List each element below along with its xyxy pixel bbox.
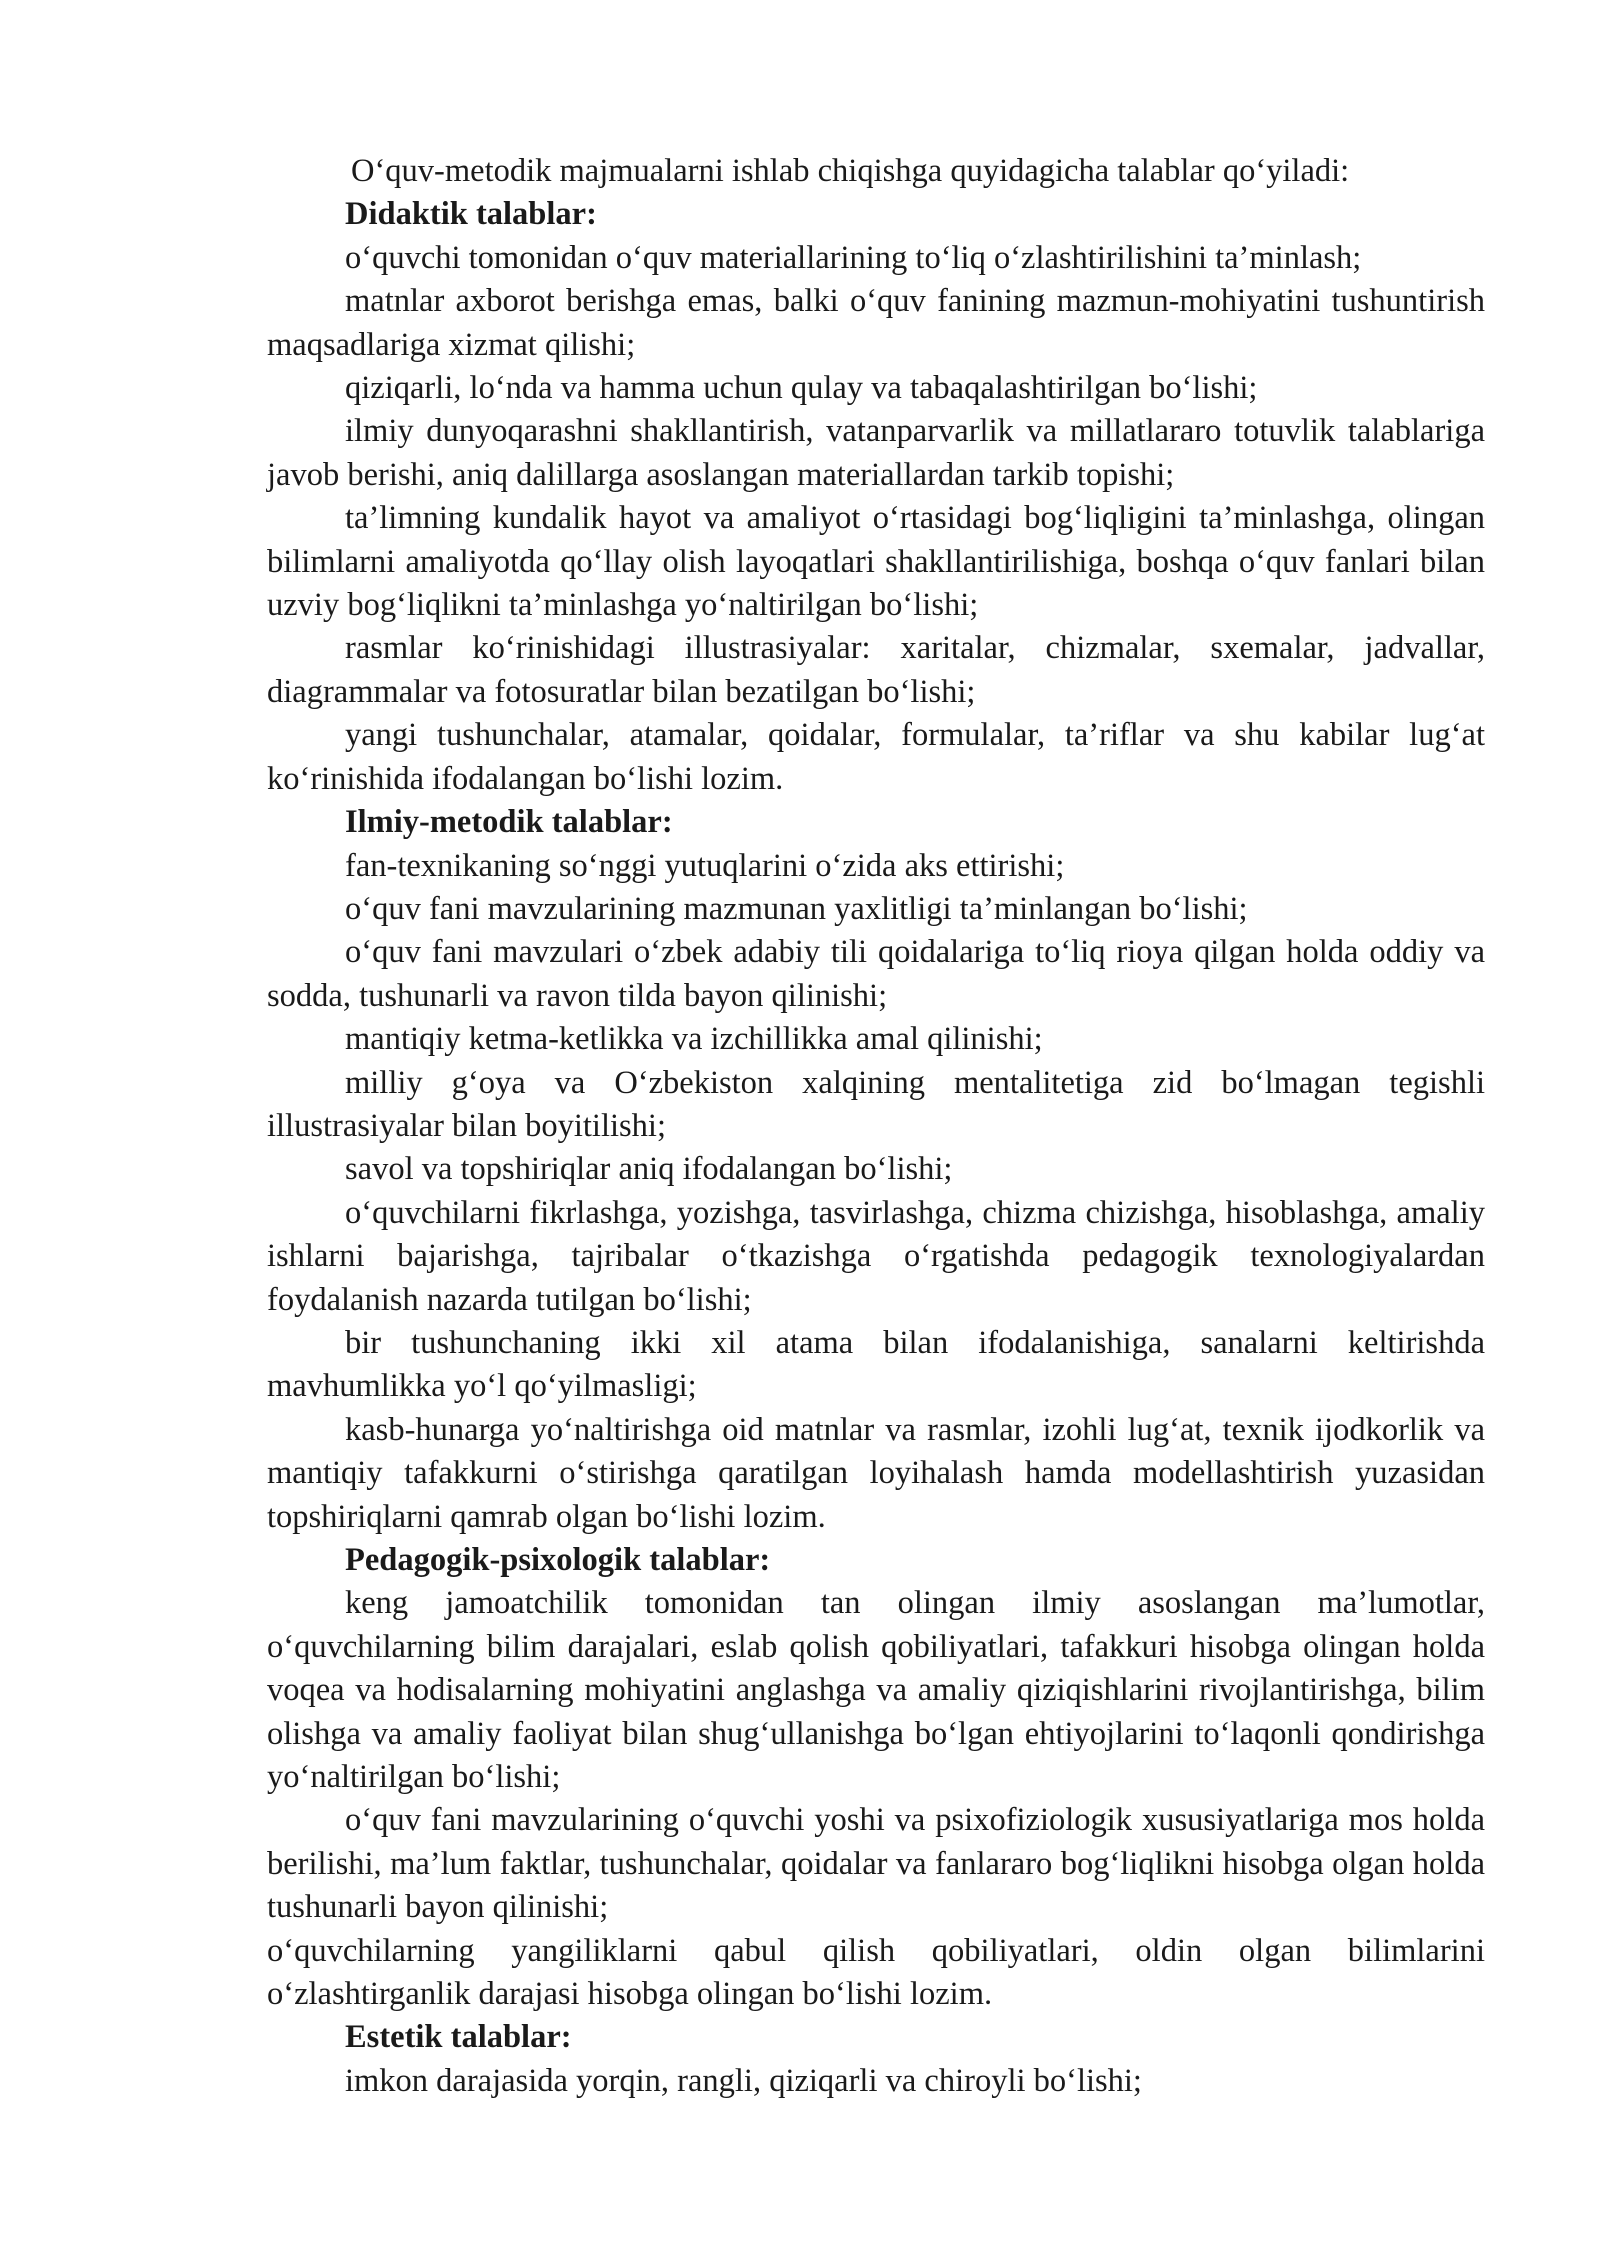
paragraph: qiziqarli, loʻnda va hamma uchun qulay va tabaqalashtirilgan boʻlishi;: [345, 370, 1258, 407]
paragraph: ta’limning kundalik hayot va amaliyot oʻrtasidagi bogʻliqligini ta’minlashga, olingan bilimlarni amaliyotda qoʻllay olish layoqatlari shakllantirilishiga, boshqa oʻquv fanlari bilan uzviy bogʻliqlikni ta’minlashga yoʻnaltirilgan boʻlishi;: [267, 500, 1485, 624]
paragraph: bir tushunchaning ikki xil atama bilan ifodalanishiga, sanalarni keltirishda mavhumlikka yoʻl qoʻyilmasligi;: [267, 1324, 1485, 1405]
paragraph: savol va topshiriqlar aniq ifodalangan boʻlishi;: [345, 1151, 953, 1188]
paragraph: oʻquv fani mavzulari oʻzbek adabiy tili qoidalariga toʻliq rioya qilgan holda oddiy va sodda, tushunarli va ravon tilda bayon qilinishi;: [267, 934, 1485, 1014]
paragraph: oʻquvchilarni fikrlashga, yozishga, tasvirlashga, chizma chizishga, hisoblashga, amaliy ishlarni bajarishga, tajribalar oʻtkazishga oʻrgatishda pedagogik texnologiyalardan foydalanish nazarda tutilgan boʻlishi;: [267, 1194, 1485, 1318]
section-heading-pedagogical-psychological: Pedagogik-psixologik talablar:: [345, 1542, 771, 1578]
paragraph: oʻquvchilarning yangiliklarni qabul qilish qobiliyatlari, oldin olgan bilimlarini oʻzlashtirganlik darajasi hisobga olingan boʻlishi lozim.: [267, 1932, 1485, 2013]
paragraph: milliy gʻoya va Oʻzbekiston xalqining mentalitetiga zid boʻlmagan tegishli illustrasiyalar bilan boyitilishi;: [267, 1064, 1485, 1144]
paragraph: imkon darajasida yorqin, rangli, qiziqarli va chiroyli boʻlishi;: [345, 2062, 1142, 2099]
paragraph: mantiqiy ketma-ketlikka va izchillikka amal qilinishi;: [345, 1021, 1043, 1058]
paragraph: keng jamoatchilik tomonidan tan olingan ilmiy asoslangan ma’lumotlar, oʻquvchilarning bilim darajalari, eslab qolish qobiliyatlari, tafakkuri hisobga olingan holda voqea va hodisalarning mohiyatini anglashga va amaliy qiziqishlarini rivojlantirishga, bilim olishga va amaliy faoliyat bilan shugʻullanishga boʻlgan ehtiyojlarini toʻlaqonli qondirishga yoʻnaltirilgan boʻlishi;: [267, 1585, 1485, 1796]
section-heading-aesthetic: Estetik talablar:: [345, 2019, 572, 2056]
paragraph: fan-texnikaning soʻnggi yutuqlarini oʻzida aks ettirishi;: [345, 847, 1065, 884]
document-page: [267, 150, 1485, 2103]
paragraph: matnlar axborot berishga emas, balki oʻquv fanining mazmun-mohiyatini tushuntirish maqsadlariga xizmat qilishi;: [267, 283, 1485, 363]
intro-paragraph: Oʻquv-metodik majmualarni ishlab chiqishga quyidagicha talablar qoʻyiladi:: [351, 153, 1350, 189]
paragraph: rasmlar koʻrinishidagi illustrasiyalar: xaritalar, chizmalar, sxemalar, jadvallar, diagrammalar va fotosuratlar bilan bezatilgan boʻlishi;: [267, 630, 1485, 710]
section-heading-didactic: Didaktik talablar:: [345, 196, 597, 233]
paragraph: yangi tushunchalar, atamalar, qoidalar, formulalar, ta’riflar va shu kabilar lugʻat koʻrinishida ifodalangan boʻlishi lozim.: [267, 717, 1485, 797]
paragraph: oʻquvchi tomonidan oʻquv materiallarining toʻliq oʻzlashtirilishini ta’minlash;: [345, 239, 1362, 276]
section-heading-scientific-methodical: Ilmiy-metodik talablar:: [345, 804, 673, 841]
paragraph: oʻquv fani mavzularining mazmunan yaxlitligi ta’minlangan boʻlishi;: [345, 890, 1248, 927]
paragraph: ilmiy dunyoqarashni shakllantirish, vatanparvarlik va millatlararo totuvlik talablariga javob berishi, aniq dalillarga asoslangan materiallardan tarkib topishi;: [267, 413, 1485, 493]
paragraph: oʻquv fani mavzularining oʻquvchi yoshi va psixofiziologik xususiyatlariga mos holda berilishi, ma’lum faktlar, tushunchalar, qoidalar va fanlararo bogʻliqlikni hisobga olgan holda tushunarli bayon qilinishi;: [267, 1802, 1485, 1926]
paragraph: kasb-hunarga yoʻnaltirishga oid matnlar va rasmlar, izohli lugʻat, texnik ijodkorlik va mantiqiy tafakkurni oʻstirishga qaratilgan loyihalash hamda modellashtirish yuzasidan topshiriqlarni qamrab olgan boʻlishi lozim.: [267, 1411, 1485, 1535]
